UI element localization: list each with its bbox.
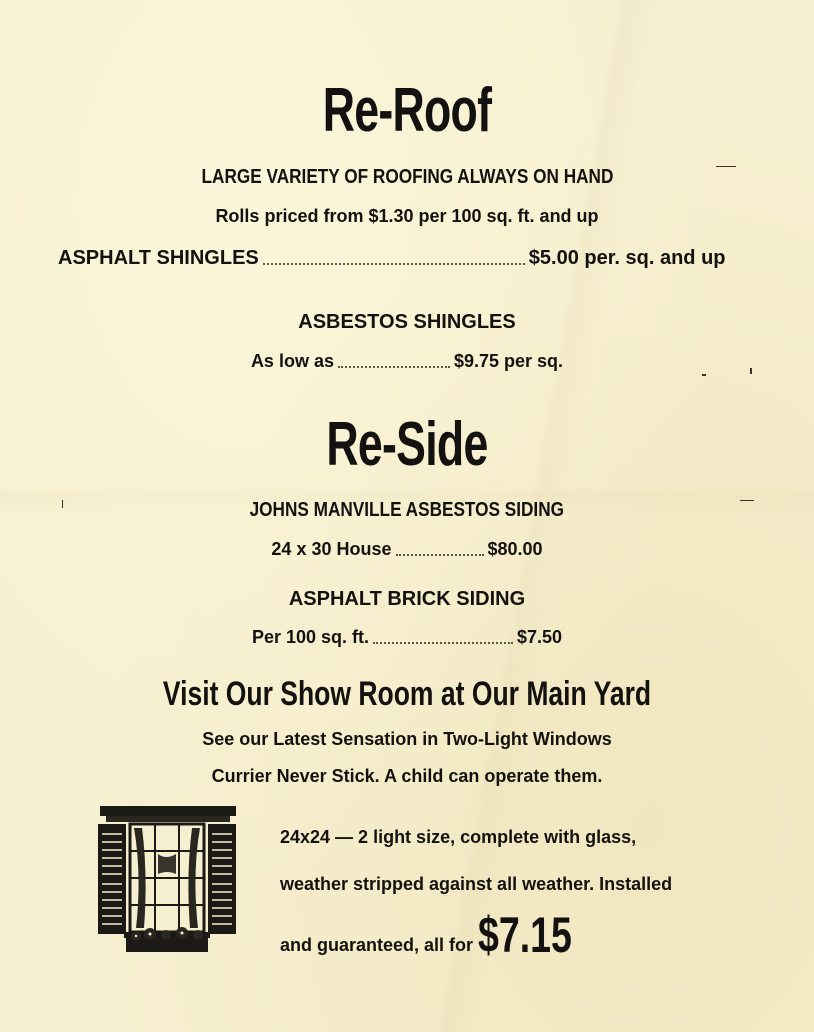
brick-price-line	[0, 627, 814, 648]
offer-line-1	[280, 827, 636, 848]
jm-siding-title-line	[0, 499, 814, 522]
dot-leader	[263, 263, 525, 265]
roofing-variety-text: LARGE VARIETY OF ROOFING ALWAYS ON HAND	[201, 166, 613, 188]
offer-line-3-text: and guaranteed, all for	[280, 935, 474, 955]
asbestos-label: As low as	[250, 351, 334, 371]
paper-speck	[62, 500, 63, 508]
reroof-headline-wrap	[0, 76, 814, 145]
currier-line	[0, 766, 814, 787]
offer-line-2-text: weather stripped against all weather. Installed	[280, 874, 673, 894]
house-price: $80.00	[487, 539, 543, 559]
dot-leader	[396, 554, 484, 556]
rolls-price-line	[0, 206, 814, 227]
sensation-text: See our Latest Sensation in Two-Light Windows	[202, 729, 612, 749]
rolls-price-text: Rolls priced from $1.30 per 100 sq. ft. and up	[215, 206, 599, 226]
asbestos-shingles-title-line	[0, 311, 814, 334]
visit-showroom-headline: Visit Our Show Room at Our Main Yard	[162, 675, 652, 713]
window-illustration	[96, 804, 238, 956]
offer-price: $7.15	[478, 907, 572, 963]
asphalt-shingles-label: ASPHALT SHINGLES	[58, 247, 259, 269]
dot-leader	[373, 642, 513, 644]
offer-line-3	[280, 906, 603, 964]
currier-text: Currier Never Stick. A child can operate them.	[211, 766, 603, 786]
brick-label: Per 100 sq. ft.	[251, 627, 369, 647]
reside-headline-wrap	[0, 410, 814, 479]
house-price-line	[0, 539, 814, 560]
brick-price: $7.50	[517, 627, 563, 647]
sensation-line	[0, 729, 814, 750]
asphalt-shingles-line	[58, 247, 758, 270]
asbestos-price: $9.75 per sq.	[453, 351, 564, 371]
house-label: 24 x 30 House	[271, 539, 392, 559]
brick-siding-title-line	[0, 588, 814, 611]
paper-speck	[702, 374, 706, 376]
asbestos-shingles-title: ASBESTOS SHINGLES	[298, 311, 516, 333]
visit-showroom-wrap	[0, 677, 814, 711]
reside-headline: Re-Side	[326, 410, 488, 479]
dot-leader	[338, 366, 450, 368]
asbestos-shingles-price-line	[0, 351, 814, 372]
asphalt-shingles-price: $5.00 per. sq. and up	[528, 247, 726, 269]
offer-line-2	[280, 874, 672, 895]
brick-siding-title: ASPHALT BRICK SIDING	[288, 588, 526, 610]
reroof-headline: Re-Roof	[322, 76, 492, 145]
roofing-variety-line	[0, 166, 814, 189]
paper-speck	[740, 500, 754, 501]
paper-speck	[750, 368, 752, 374]
offer-line-1-text: 24x24 — 2 light size, complete with glass,	[280, 827, 637, 847]
jm-siding-title: JOHNS MANVILLE ASBESTOS SIDING	[249, 499, 565, 521]
paper-speck	[716, 166, 736, 167]
